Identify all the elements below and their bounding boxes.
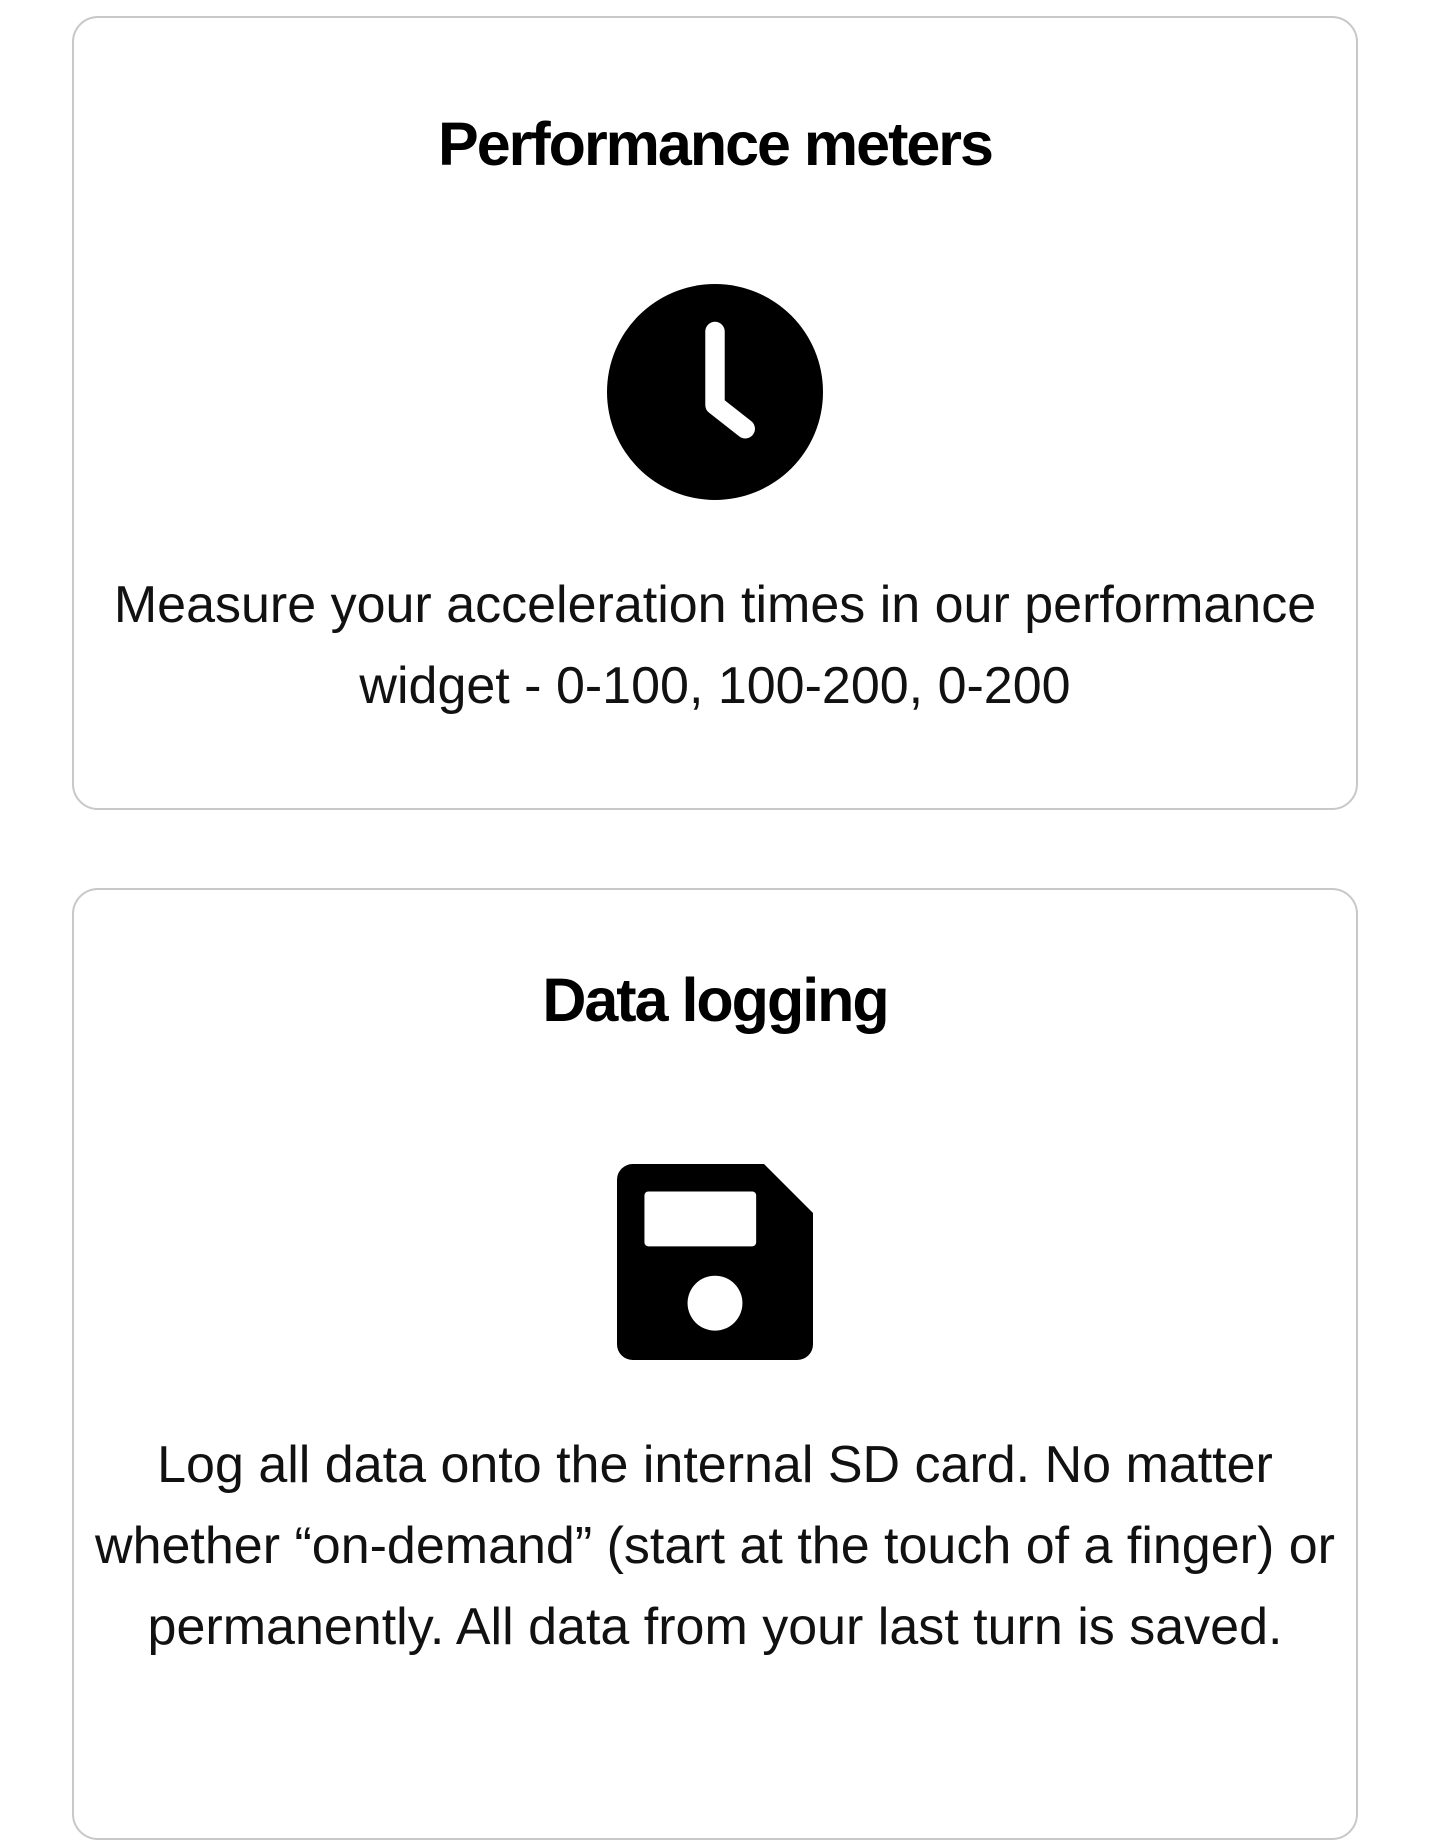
feature-description: Log all data onto the internal SD card. No matter whether “on-demand” (start at the touch of a finger) or permanently. All data from your last turn is saved. bbox=[95, 1436, 1335, 1656]
feature-description: Measure your acceleration times in our performance widget - 0-100, 100-200, 0-200 bbox=[113, 576, 1317, 715]
feature-title: Performance meters bbox=[438, 110, 992, 178]
feature-card-data-logging bbox=[72, 888, 1358, 1840]
feature-card-performance-meters bbox=[72, 16, 1358, 810]
feature-title: Data logging bbox=[542, 966, 888, 1034]
floppy-disk-icon bbox=[617, 1164, 813, 1360]
clock-icon bbox=[607, 284, 823, 500]
